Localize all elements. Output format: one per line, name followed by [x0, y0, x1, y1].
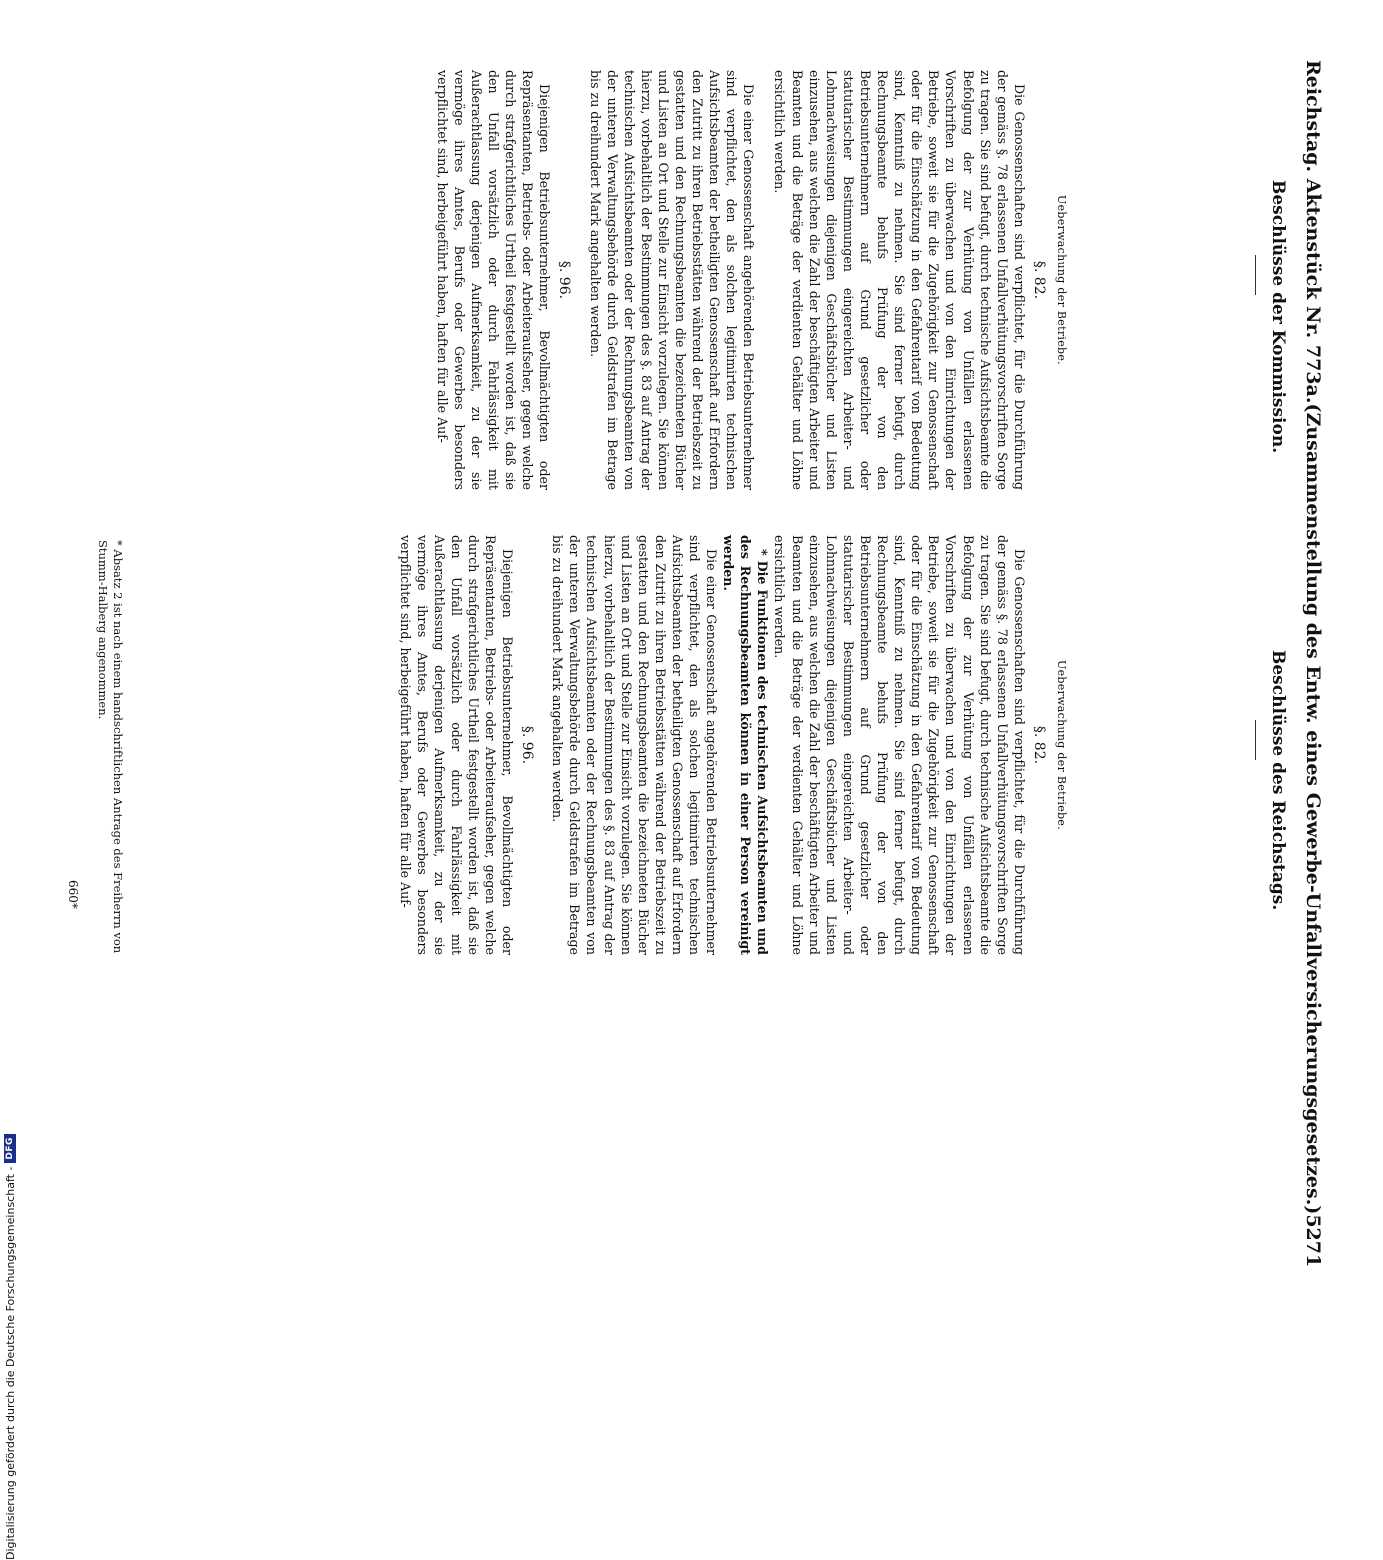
paragraph-number: §. 82. [1030, 725, 1047, 765]
right-column [396, 535, 1080, 955]
left-column [434, 70, 1080, 490]
paragraph-text: Die Genossenschaften sind verpflichtet, für die Durchführung der gemäss §. 78 erlassenen Unfallverhütungsvorschriften Sorge zu tragen. Sie sind befugt, durch technische Aufsichtsbeamte die Befolgung der zur Verhütung von Unfällen erlassenen Vorschriften zu überwachen und von den Einrichtungen der Betriebe, soweit sie für die Zugehörigkeit zur Genossenschaft oder für die Einschätzung in den Gefahrentarif von Bedeutung sind, Kenntniß zu nehmen. Sie sind ferner befugt, durch Rechnungsbeamte behufs Prüfung der von den Betriebsunternehmern auf Grund gesetzlicher oder statutarischer Bestimmungen eingereichten Arbeiter- und Lohnnachweisungen diejenigen Geschäftsbücher und Listen einzusehen, aus welchen die Zahl der beschäftigten Arbeiter und Beamten und die Beträge der verdienten Gehälter und Löhne ersichtlich werden. [772, 535, 1027, 955]
left-column-heading: Beschlüsse der Kommission. [1268, 180, 1288, 454]
page-number: 660* [66, 880, 80, 909]
paragraph-number: §. 96. [519, 725, 536, 765]
paragraph-number: §. 82. [1030, 260, 1047, 300]
dfg-logo-icon: DFG [4, 1134, 16, 1163]
header-left: Reichstag. Aktenstück Nr. 773a. [1302, 60, 1324, 404]
section-title: Ueberwachung der Betriebe. [1055, 660, 1068, 830]
right-column-heading: Beschlüsse des Reichstags. [1268, 650, 1288, 911]
section-title: Ueberwachung der Betriebe. [1055, 195, 1068, 365]
paragraph-text: Die einer Genossenschaft angehörenden Betriebsunternehmer sind verpflichtet, den als solchen legitimirten technischen Aufsichtsbeamten der betheiligten Genossenschaft auf Erfordern den Zutritt zu ihren Betriebsstätten während der Betriebszeit zu gestatten und den Rechnungsbeamten die bezeichneten Bücher und Listen an Ort und Stelle zur Einsicht vorzulegen. Sie können hierzu, vorbehaltlich der Bestimmungen des §. 83 auf Antrag der technischen Aufsichtsbeamten oder der Rechnungsbeamten von der unteren Verwaltungsbehörde durch Geldstrafen im Betrage bis zu dreihundert Mark angehalten werden. [550, 535, 720, 955]
paragraph-text: Die einer Genossenschaft angehörenden Betriebsunternehmer sind verpflichtet, den als solchen legitimirten technischen Aufsichtsbeamten der betheiligten Genossenschaft auf Erfordern den Zutritt zu ihren Betriebsstätten während der Betriebszeit zu gestatten und den Rechnungsbeamten die bezeichneten Bücher und Listen an Ort und Stelle zur Einsicht vorzulegen. Sie können hierzu, vorbehaltlich der Bestimmungen des §. 83 auf Antrag der technischen Aufsichtsbeamten oder der Rechnungsbeamten von der unteren Verwaltungsbehörde durch Geldstrafen im Betrage bis zu dreihundert Mark angehalten werden. [587, 70, 757, 490]
digitization-text: Digitalisierung gefördert durch die Deutsche Forschungsgemeinschaft - [3, 1166, 17, 1560]
paragraph-text: Die Genossenschaften sind verpflichtet, für die Durchführung der gemäss §. 78 erlassenen Unfallverhütungsvorschriften Sorge zu tragen. Sie sind befugt, durch technische Aufsichtsbeamte die Befolgung der zur Verhütung von Unfällen erlassenen Vorschriften zu überwachen und von den Einrichtungen der Betriebe, soweit sie für die Zugehörigkeit zur Genossenschaft oder für die Einschätzung in den Gefahrentarif von Bedeutung sind, Kenntniß zu nehmen. Sie sind ferner befugt, durch Rechnungsbeamte behufs Prüfung der von den Betriebsunternehmern auf Grund gesetzlicher oder statutarischer Bestimmungen eingereichten Arbeiter- und Lohnnachweisungen diejenigen Geschäftsbücher und Listen einzusehen, aus welchen die Zahl der beschäftigten Arbeiter und Beamten und die Beträge der verdienten Gehälter und Löhne ersichtlich werden. [772, 70, 1027, 490]
rotated-page-content [30, 50, 1330, 1268]
page-header [1296, 60, 1330, 1268]
header-page-number: 5271 [1302, 1214, 1324, 1268]
paragraph-text: Diejenigen Betriebsunternehmer, Bevollmächtigten oder Repräsentanten, Betriebs- oder Arbeiteraufseher, gegen welche durch strafgerichtliches Urtheil festgestellt worden ist, daß sie den Unfall vorsätzlich oder durch Fahrlässigkeit mit Außerachtlassung derjenigen Aufmerksamkeit, zu der sie vermöge ihres Amtes, Berufs oder Gewerbes besonders verpflichtet sind, herbeigeführt haben, haften für alle Auf- [397, 535, 516, 955]
heading-rule-left [1255, 255, 1256, 295]
bold-note: * Die Funktionen des technischen Aufsichtsbeamten und des Rechnungsbeamten können in einer Person vereinigt werden. [721, 535, 771, 955]
footnote: * Absatz 2 ist nach einem handschriftlichen Antrage des Freiherrn von Stumm-Halberg angenommen. [96, 540, 125, 954]
paragraph-text: Diejenigen Betriebsunternehmer, Bevollmächtigten oder Repräsentanten, Betriebs- oder Arbeiteraufseher, gegen welche durch strafgerichtliches Urtheil festgestellt worden ist, daß sie den Unfall vorsätzlich oder durch Fahrlässigkeit mit Außerachtlassung derjenigen Aufmerksamkeit, zu der sie vermöge ihres Amtes, Berufs oder Gewerbes besonders verpflichtet sind, herbeigeführt haben, haften für alle Auf- [434, 70, 553, 490]
heading-rule-right [1255, 720, 1256, 760]
digitization-credit [2, 1120, 18, 1560]
paragraph-number: §. 96. [556, 260, 573, 300]
header-middle: (Zusammenstellung des Entw. eines Gewerbe-Unfallversicherungsgesetzes.) [1302, 403, 1324, 1215]
